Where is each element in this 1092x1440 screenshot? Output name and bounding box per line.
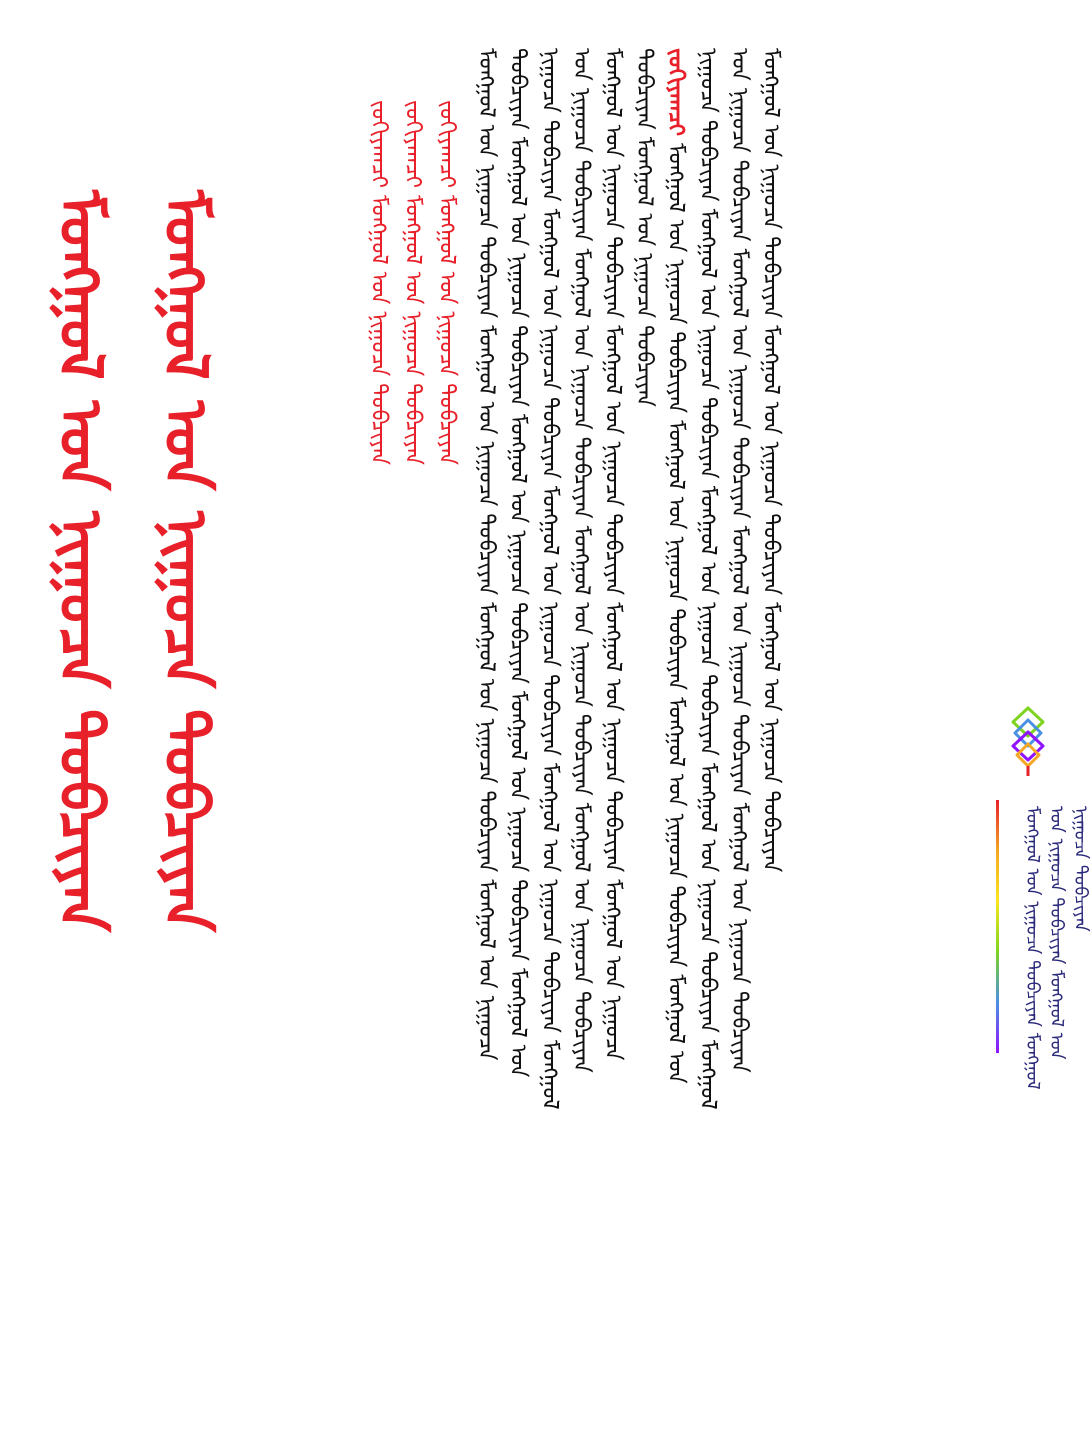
byline-line-2: ᠵᠣᠬᠢᠶᠠᠭᠴᠢ ᠮᠣᠩᠭᠣᠯ ᠤᠨ ᠨᠢᠭᠤᠴᠠ ᠲᠣᠪᠴᠢᠶᠠᠨ bbox=[400, 100, 425, 466]
title-line-1: ᠮᠣᠩᠭᠣᠯ ᠤᠨ ᠨᠢᠭᠤᠴᠠ ᠲᠣᠪᠴᠢᠶᠠᠨ bbox=[45, 190, 115, 933]
body-paragraph-2-text: ᠮᠣᠩᠭᠣᠯ ᠤᠨ ᠨᠢᠭᠤᠴᠠ ᠲᠣᠪᠴᠢᠶᠠᠨ ᠮᠣᠩᠭᠣᠯ ᠤᠨ ᠨᠢᠭᠤᠴᠠ ᠲᠣᠪᠴᠢᠶᠠᠨ ᠮᠣᠩᠭᠣᠯ ᠤᠨ ᠨᠢᠭᠤᠴᠠ ᠲᠣᠪᠴᠢᠶᠠᠨ ᠮᠣᠩᠭᠣᠯ ᠤᠨ ᠨᠢᠭᠤᠴᠠ ᠲᠣᠪᠴᠢᠶᠠᠨ ᠮᠣᠩᠭᠣᠯ ᠤᠨ ᠨᠢᠭᠤᠴᠠ ᠲᠣᠪᠴᠢᠶᠠᠨ ᠮᠣᠩᠭᠣᠯ ᠤᠨ ᠨᠢᠭᠤᠴᠠ ᠲᠣᠪᠴᠢᠶᠠᠨ ᠮᠣᠩᠭᠣᠯ ᠤᠨ ᠨᠢᠭᠤᠴᠠ ᠲᠣᠪᠴᠢᠶᠠᠨ ᠮᠣᠩᠭᠣᠯ ᠤᠨ ᠨᠢᠭᠤᠴᠠ ᠲᠣᠪᠴᠢᠶᠠᠨ ᠮᠣᠩᠭᠣᠯ ᠤᠨ ᠨᠢᠭᠤᠴᠠ ᠲᠣᠪᠴᠢᠶᠠᠨ ᠮᠣᠩᠭᠣᠯ ᠤᠨ ᠨᠢᠭᠤᠴᠠ ᠲᠣᠪᠴᠢᠶᠠᠨ ᠮᠣᠩᠭᠣᠯ ᠤᠨ ᠨᠢᠭᠤᠴᠠ ᠲᠣᠪᠴᠢᠶᠠᠨ ᠮᠣᠩᠭᠣᠯ ᠤᠨ ᠨᠢᠭᠤᠴᠠ ᠲᠣᠪᠴᠢᠶᠠᠨ ᠮᠣᠩᠭᠣᠯ ᠤᠨ ᠨᠢᠭᠤᠴᠠ ᠲᠣᠪᠴᠢᠶᠠᠨ ᠮᠣᠩᠭᠣᠯ ᠤᠨ ᠨᠢᠭᠤᠴᠠ ᠲᠣᠪᠴᠢᠶᠠᠨ bbox=[663, 48, 783, 1110]
title-line-2: ᠮᠣᠩᠭᠣᠯ ᠤᠨ ᠨᠢᠭᠤᠴᠠ ᠲᠣᠪᠴᠢᠶᠠᠨ bbox=[150, 190, 220, 933]
body-inline-highlight: ᠵᠣᠬᠢᠶᠠᠭᠴᠢ bbox=[663, 48, 689, 137]
article-body bbox=[470, 48, 940, 1148]
byline-line-3: ᠵᠣᠬᠢᠶᠠᠭᠴᠢ ᠮᠣᠩᠭᠣᠯ ᠤᠨ ᠨᠢᠭᠤᠴᠠ ᠲᠣᠪᠴᠢᠶᠠᠨ bbox=[434, 100, 459, 466]
gradient-rule bbox=[996, 800, 999, 1053]
body-paragraph-1: ᠮᠣᠩᠭᠣᠯ ᠤᠨ ᠨᠢᠭᠤᠴᠠ ᠲᠣᠪᠴᠢᠶᠠᠨ ᠮᠣᠩᠭᠣᠯ ᠤᠨ ᠨᠢᠭᠤᠴᠠ ᠲᠣᠪᠴᠢᠶᠠᠨ ᠮᠣᠩᠭᠣᠯ ᠤᠨ ᠨᠢᠭᠤᠴᠠ ᠲᠣᠪᠴᠢᠶᠠᠨ ᠮᠣᠩᠭᠣᠯ ᠤᠨ ᠨᠢᠭᠤᠴᠠ ᠲᠣᠪᠴᠢᠶᠠᠨ ᠮᠣᠩᠭᠣᠯ ᠤᠨ ᠨᠢᠭᠤᠴᠠ ᠲᠣᠪᠴᠢᠶᠠᠨ ᠮᠣᠩᠭᠣᠯ ᠤᠨ ᠨᠢᠭᠤᠴᠠ ᠲᠣᠪᠴᠢᠶᠠᠨ ᠮᠣᠩᠭᠣᠯ ᠤᠨ ᠨᠢᠭᠤᠴᠠ ᠲᠣᠪᠴᠢᠶᠠᠨ ᠮᠣᠩᠭᠣᠯ ᠤᠨ ᠨᠢᠭᠤᠴᠠ ᠲᠣᠪᠴᠢᠶᠠᠨ ᠮᠣᠩᠭᠣᠯ ᠤᠨ ᠨᠢᠭᠤᠴᠠ ᠲᠣᠪᠴᠢᠶᠠᠨ ᠮᠣᠩᠭᠣᠯ ᠤᠨ ᠨᠢᠭᠤᠴᠠ ᠲᠣᠪᠴᠢᠶᠠᠨ ᠮᠣᠩᠭᠣᠯ ᠤᠨ ᠨᠢᠭᠤᠴᠠ ᠲᠣᠪᠴᠢᠶᠠᠨ ᠮᠣᠩᠭᠣᠯ ᠤᠨ ᠨᠢᠭᠤᠴᠠ ᠲᠣᠪᠴᠢᠶᠠᠨ ᠮᠣᠩᠭᠣᠯ ᠤᠨ ᠨᠢᠭᠤᠴᠠ ᠲᠣᠪᠴᠢᠶᠠᠨ ᠮᠣᠩᠭᠣᠯ ᠤᠨ ᠨᠢᠭᠤᠴᠠ ᠲᠣᠪᠴᠢᠶᠠᠨ ᠮᠣᠩᠭᠣᠯ ᠤᠨ ᠨᠢᠭᠤᠴᠠ ᠲᠣᠪᠴᠢᠶᠠᠨ ᠮᠣᠩᠭᠣᠯ ᠤᠨ ᠨᠢᠭᠤᠴᠠ ᠲᠣᠪᠴᠢᠶᠠᠨ ᠮᠣᠩᠭᠣᠯ ᠤᠨ ᠨᠢᠭᠤᠴᠠ ᠲᠣᠪᠴᠢᠶᠠᠨ ᠮᠣᠩᠭᠣᠯ ᠤᠨ ᠨᠢᠭᠤᠴᠠ ᠲᠣᠪᠴᠢᠶᠠᠨ ᠮᠣᠩᠭᠣᠯ ᠤᠨ ᠨᠢᠭᠤᠴᠠ ᠲᠣᠪᠴᠢᠶᠠᠨ ᠮᠣᠩᠭᠣᠯ ᠤᠨ ᠨᠢᠭᠤᠴᠠ ᠲᠣᠪᠴᠢᠶᠠᠨ bbox=[473, 48, 657, 1110]
body-paragraph-2 bbox=[660, 48, 786, 1148]
byline-line-1: ᠵᠣᠬᠢᠶᠠᠭᠴᠢ ᠮᠣᠩᠭᠣᠯ ᠤᠨ ᠨᠢᠭᠤᠴᠠ ᠲᠣᠪᠴᠢᠶᠠᠨ bbox=[366, 100, 391, 466]
endless-knot-icon bbox=[1003, 700, 1053, 780]
side-caption: ᠮᠣᠩᠭᠣᠯ ᠤᠨ ᠨᠢᠭᠤᠴᠠ ᠲᠣᠪᠴᠢᠶᠠᠨ ᠮᠣᠩᠭᠣᠯ ᠤᠨ ᠨᠢᠭᠤᠴᠠ ᠲᠣᠪᠴᠢᠶᠠᠨ ᠮᠣᠩᠭᠣᠯ ᠤᠨ ᠨᠢᠭᠤᠴᠠ ᠲᠣᠪᠴᠢᠶᠠᠨ bbox=[1022, 806, 1091, 1090]
